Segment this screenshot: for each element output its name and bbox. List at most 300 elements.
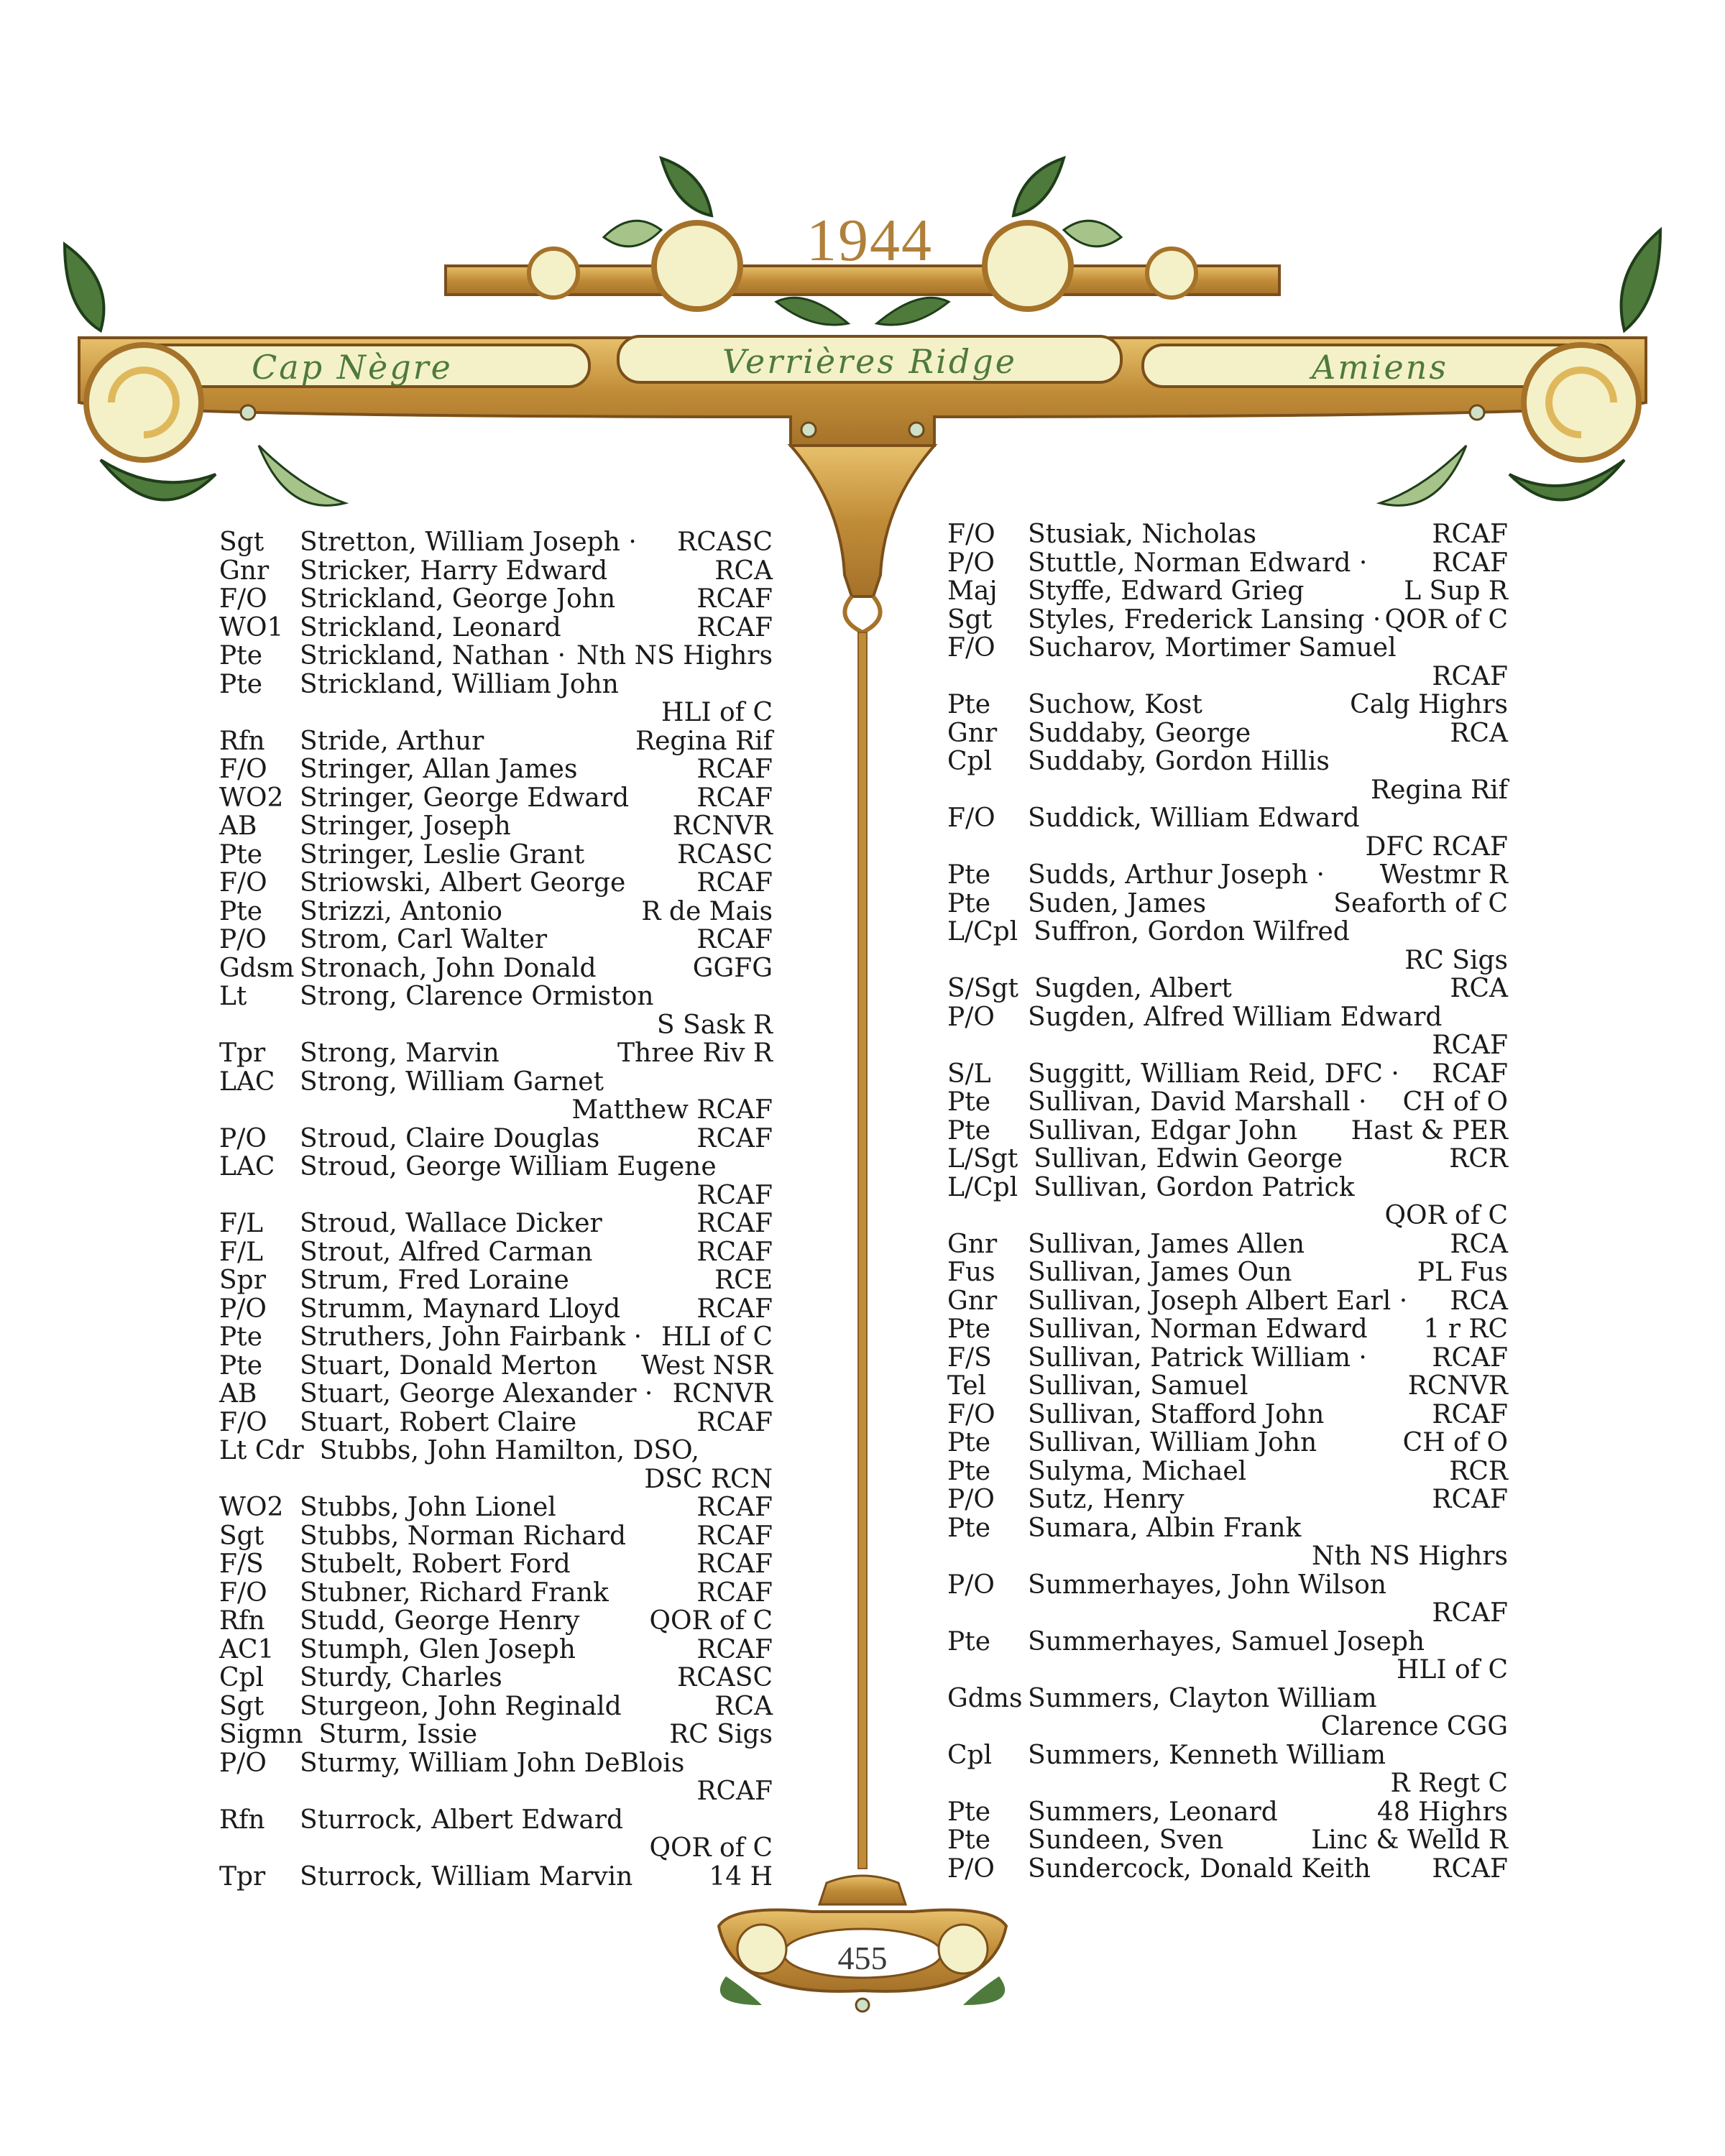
entry-name: Stroud, George William Eugene	[300, 1152, 717, 1181]
entry-name: Strom, Carl Walter	[300, 925, 548, 954]
entry-unit: RCAF	[1432, 661, 1508, 691]
entry-rank: F/O	[947, 803, 995, 833]
entry-unit: CH of O	[1402, 1087, 1508, 1117]
entry-name: Strum, Fred Loraine	[300, 1266, 569, 1295]
entry-unit: 14 H	[709, 1861, 773, 1892]
entry-name: Summers, Clayton William	[1028, 1683, 1377, 1713]
entry-rank: AB	[219, 811, 257, 841]
entry-rank: F/O	[947, 520, 995, 549]
entry-rank: Gdsm	[219, 953, 295, 983]
entry-unit: RCAF	[696, 783, 773, 813]
entry-name: Suffron, Gordon Wilfred	[1034, 917, 1350, 946]
year-heading: 1944	[806, 207, 933, 274]
entry-name: Sullivan, Norman Edward	[1028, 1314, 1368, 1344]
roll-entry	[219, 954, 773, 983]
entry-name: Stuart, Robert Claire	[300, 1407, 577, 1437]
entry-name: Suchow, Kost	[1028, 690, 1202, 719]
roll-entry	[219, 1493, 773, 1522]
entry-rank: Pte	[947, 860, 990, 890]
roll-entry	[219, 1323, 773, 1352]
entry-rank: Sgt	[219, 528, 264, 557]
entry-name: Stubelt, Robert Ford	[300, 1549, 571, 1579]
entry-name: Stubbs, John Hamilton, DSO,	[319, 1436, 699, 1465]
roll-entry	[219, 1238, 773, 1267]
entry-rank: Gnr	[947, 1229, 998, 1259]
roll-entry	[219, 1749, 773, 1806]
battle-honour-center: Verrières Ridge	[722, 342, 1018, 381]
entry-name: Strizzi, Antonio	[300, 896, 502, 926]
entry-rank: Sgt	[947, 604, 993, 635]
entry-rank: Gnr	[947, 1286, 998, 1316]
entry-name: Stricker, Harry Edward	[300, 556, 608, 586]
entry-unit: CH of O	[1402, 1428, 1508, 1457]
entry-unit: RCAF	[1432, 1485, 1508, 1514]
entry-unit: RCA	[1450, 718, 1508, 748]
entry-rank: Sigmn	[219, 1720, 303, 1749]
entry-name: Sullivan, James Oun	[1028, 1258, 1292, 1287]
entry-unit: RCAF	[1432, 520, 1508, 549]
entry-name: Stringer, Leslie Grant	[300, 839, 585, 870]
roll-entry	[947, 1798, 1508, 1827]
entry-rank: Spr	[219, 1266, 266, 1295]
entry-unit: RCR	[1449, 1456, 1508, 1486]
entry-name: Stringer, Allan James	[300, 755, 578, 784]
roll-entry	[947, 1344, 1508, 1373]
entry-rank: Cpl	[947, 747, 993, 776]
entry-rank: F/O	[219, 584, 267, 614]
entry-name: Stretton, William Joseph ·	[300, 528, 637, 557]
entry-name: Suddaby, Gordon Hillis	[1028, 747, 1330, 776]
entry-unit: Matthew RCAF	[571, 1095, 773, 1125]
entry-name: Stringer, Joseph	[300, 811, 511, 841]
entry-unit: RCAF	[696, 1123, 773, 1153]
entry-unit: RCAF	[696, 1209, 773, 1238]
entry-unit: Nth NS Highrs	[576, 641, 773, 671]
entry-name: Summerhayes, Samuel Joseph	[1028, 1626, 1425, 1657]
entry-unit: Hast & PER	[1351, 1115, 1508, 1146]
roll-column-left	[219, 528, 773, 1891]
entry-rank: Pte	[947, 1314, 990, 1344]
entry-name: Sturrock, Albert Edward	[300, 1805, 624, 1835]
entry-unit: RCASC	[677, 1663, 773, 1692]
entry-rank: F/O	[219, 1577, 267, 1608]
entry-unit: RCAF	[696, 925, 773, 954]
roll-entry	[947, 1401, 1508, 1429]
entry-rank: LAC	[219, 1067, 275, 1097]
entry-name: Stubbs, John Lionel	[300, 1493, 556, 1522]
roll-entry	[219, 1636, 773, 1664]
entry-unit: DSC RCN	[644, 1464, 773, 1494]
roll-entry	[219, 1692, 773, 1721]
roll-entry	[219, 1579, 773, 1608]
roll-entry	[219, 1352, 773, 1381]
battle-honour-left: Cap Nègre	[252, 348, 453, 387]
entry-rank: P/O	[947, 1002, 995, 1032]
entry-unit: QOR of C	[649, 1833, 773, 1863]
entry-unit: RCAF	[1432, 1853, 1508, 1884]
entry-rank: P/O	[947, 548, 995, 578]
roll-entry	[219, 982, 773, 1039]
entry-name: Stubner, Richard Frank	[300, 1577, 609, 1608]
roll-entry	[219, 755, 773, 784]
entry-rank: Pte	[947, 1513, 990, 1543]
entry-name: Sturdy, Charles	[300, 1663, 502, 1692]
roll-entry	[219, 1153, 773, 1210]
entry-unit: RC Sigs	[669, 1720, 773, 1749]
roll-entry	[947, 1117, 1508, 1146]
entry-rank: P/O	[947, 1570, 995, 1600]
entry-unit: RCAF	[696, 1521, 773, 1551]
entry-name: Sullivan, Edgar John	[1028, 1115, 1298, 1146]
entry-unit: Linc & Welld R	[1311, 1825, 1508, 1855]
entry-name: Styles, Frederick Lansing ·	[1028, 604, 1381, 635]
entry-rank: F/O	[947, 1399, 995, 1429]
entry-rank: Pte	[219, 1350, 262, 1381]
entry-unit: RCAF	[696, 868, 773, 898]
roll-entry	[947, 1514, 1508, 1571]
roll-entry	[947, 549, 1508, 578]
roll-entry	[219, 1039, 773, 1068]
roll-entry	[219, 557, 773, 586]
roll-entry	[947, 975, 1508, 1003]
entry-name: Stroud, Wallace Dicker	[300, 1209, 602, 1238]
entry-unit: RCAF	[696, 755, 773, 784]
entry-unit: RCAF	[696, 1493, 773, 1522]
roll-entry	[947, 918, 1508, 975]
entry-rank: P/O	[947, 1853, 995, 1884]
roll-entry	[219, 1863, 773, 1892]
entry-unit: RCA	[1450, 1286, 1508, 1316]
entry-name: Sullivan, Patrick William ·	[1028, 1342, 1367, 1373]
entry-rank: Sgt	[219, 1691, 264, 1721]
entry-unit: L Sup R	[1404, 576, 1508, 606]
entry-name: Sugden, Alfred William Edward	[1028, 1002, 1443, 1032]
roll-entry	[219, 1266, 773, 1295]
entry-name: Sulyma, Michael	[1028, 1456, 1247, 1486]
entry-rank: Tpr	[219, 1038, 266, 1068]
roll-entry	[219, 1664, 773, 1692]
roll-entry	[219, 869, 773, 898]
entry-name: Sullivan, James Allen	[1028, 1229, 1305, 1259]
entry-unit: HLI of C	[1397, 1655, 1508, 1685]
entry-unit: RCAF	[696, 1549, 773, 1579]
roll-column-right	[947, 520, 1508, 1883]
entry-unit: DFC RCAF	[1365, 831, 1508, 862]
entry-unit: RCAF	[696, 584, 773, 614]
entry-unit: Regina Rif	[635, 726, 773, 756]
entry-rank: P/O	[947, 1485, 995, 1514]
entry-unit: Seaforth of C	[1333, 888, 1508, 918]
entry-rank: S/L	[947, 1059, 991, 1089]
entry-unit: RCAF	[696, 1634, 773, 1664]
entry-unit: RCAF	[1432, 548, 1508, 578]
roll-entry	[947, 1826, 1508, 1855]
entry-name: Stride, Arthur	[300, 726, 484, 756]
roll-entry	[219, 1295, 773, 1324]
roll-entry	[947, 1315, 1508, 1344]
entry-unit: RCAF	[696, 1180, 773, 1210]
roll-entry	[219, 1720, 773, 1749]
entry-unit: RCAF	[1432, 1399, 1508, 1429]
entry-name: Styffe, Edward Grieg	[1028, 576, 1305, 606]
entry-unit: RCE	[714, 1266, 773, 1295]
roll-entry	[219, 926, 773, 954]
entry-unit: RCNVR	[1407, 1371, 1508, 1401]
roll-entry	[947, 861, 1508, 890]
entry-rank: F/O	[219, 868, 267, 898]
entry-unit: RCAF	[1432, 1342, 1508, 1373]
entry-name: Sumara, Albin Frank	[1028, 1513, 1302, 1543]
entry-name: Summers, Leonard	[1028, 1797, 1278, 1827]
roll-entry	[219, 671, 773, 727]
roll-entry	[219, 528, 773, 557]
entry-name: Sullivan, David Marshall ·	[1028, 1087, 1367, 1117]
entry-rank: F/O	[219, 1407, 267, 1437]
entry-unit: RCA	[1450, 1229, 1508, 1259]
entry-unit: RCASC	[677, 528, 773, 557]
entry-rank: Maj	[947, 576, 998, 606]
entry-name: Suden, James	[1028, 888, 1207, 918]
roll-entry	[947, 1145, 1508, 1174]
entry-unit: HLI of C	[661, 698, 773, 727]
entry-name: Sturm, Issie	[318, 1720, 478, 1749]
entry-name: Suggitt, William Reid, DFC ·	[1028, 1059, 1399, 1089]
entry-rank: Pte	[219, 896, 262, 926]
entry-name: Sundeen, Sven	[1028, 1825, 1224, 1855]
entry-rank: F/O	[219, 755, 267, 784]
roll-entry	[947, 1457, 1508, 1486]
entry-name: Stroud, Claire Douglas	[300, 1123, 600, 1153]
entry-unit: RCAF	[696, 612, 773, 642]
entry-name: Stuart, Donald Merton	[300, 1350, 598, 1381]
entry-unit: RCNVR	[672, 1379, 773, 1409]
entry-unit: 1 r RC	[1423, 1314, 1508, 1344]
entry-rank: Pte	[947, 1087, 990, 1117]
roll-entry	[219, 784, 773, 813]
entry-name: Strout, Alfred Carman	[300, 1237, 593, 1267]
entry-rank: P/O	[219, 1123, 267, 1153]
entry-name: Sucharov, Mortimer Samuel	[1028, 633, 1397, 663]
entry-rank: F/L	[219, 1209, 264, 1238]
entry-name: Sullivan, Stafford John	[1028, 1399, 1325, 1429]
roll-entry	[219, 898, 773, 926]
entry-name: Stuart, George Alexander ·	[300, 1379, 653, 1409]
entry-unit: RCAF	[696, 1577, 773, 1608]
roll-entry	[219, 1409, 773, 1437]
entry-unit: QOR of C	[1384, 1201, 1508, 1230]
entry-rank: S/Sgt	[947, 974, 1018, 1003]
entry-unit: RCAF	[696, 1294, 773, 1324]
roll-entry	[947, 1628, 1508, 1685]
entry-name: Sundercock, Donald Keith	[1028, 1853, 1371, 1884]
entry-rank: Fus	[947, 1258, 995, 1287]
entry-rank: L/Sgt	[947, 1144, 1018, 1174]
entry-rank: Gnr	[219, 556, 270, 586]
entry-name: Summerhayes, John Wilson	[1028, 1570, 1386, 1600]
roll-entry	[947, 1685, 1508, 1741]
entry-rank: WO2	[219, 1493, 284, 1522]
roll-entry	[219, 642, 773, 671]
entry-unit: RCR	[1449, 1144, 1508, 1174]
roll-entry	[219, 841, 773, 870]
entry-unit: R Regt C	[1390, 1769, 1508, 1798]
entry-name: Strickland, George John	[300, 584, 616, 614]
roll-entry	[219, 585, 773, 614]
page-number: 455	[837, 1940, 888, 1976]
entry-name: Sullivan, William John	[1028, 1428, 1317, 1457]
entry-rank: Pte	[947, 690, 990, 719]
entry-name: Stumph, Glen Joseph	[300, 1634, 576, 1664]
entry-unit: RCA	[714, 1691, 773, 1721]
entry-unit: RCAF	[1432, 1598, 1508, 1628]
entry-unit: RCAF	[1432, 1059, 1508, 1089]
column-divider	[858, 632, 867, 1869]
entry-name: Sudds, Arthur Joseph ·	[1028, 860, 1325, 890]
entry-rank: F/O	[947, 633, 995, 663]
entry-rank: Lt	[219, 982, 247, 1011]
entry-name: Struthers, John Fairbank ·	[300, 1322, 643, 1352]
roll-entry	[947, 1003, 1508, 1060]
entry-unit: PL Fus	[1417, 1258, 1508, 1287]
entry-name: Studd, George Henry	[300, 1606, 580, 1636]
entry-name: Sullivan, Edwin George	[1034, 1144, 1343, 1174]
entry-rank: Pte	[947, 1825, 990, 1855]
entry-name: Sutz, Henry	[1028, 1485, 1184, 1514]
roll-entry	[947, 1230, 1508, 1259]
entry-rank: Rfn	[219, 1805, 265, 1835]
entry-rank: AB	[219, 1379, 257, 1409]
roll-entry	[219, 1522, 773, 1551]
entry-unit: Clarence CGG	[1320, 1712, 1508, 1741]
entry-name: Sullivan, Gordon Patrick	[1034, 1172, 1355, 1202]
roll-entry	[219, 1380, 773, 1409]
roll-entry	[219, 1437, 773, 1493]
entry-name: Sturgeon, John Reginald	[300, 1691, 622, 1721]
roll-entry	[947, 1174, 1508, 1230]
entry-rank: F/S	[947, 1342, 992, 1373]
entry-unit: S Sask R	[656, 1010, 773, 1040]
entry-name: Strumm, Maynard Lloyd	[300, 1294, 621, 1324]
entry-rank: Rfn	[219, 1606, 265, 1636]
roll-entry	[219, 812, 773, 841]
entry-rank: L/Cpl	[947, 917, 1018, 946]
entry-rank: Pte	[947, 1626, 990, 1657]
entry-unit: QOR of C	[1384, 604, 1508, 635]
roll-entry	[947, 1741, 1508, 1798]
entry-name: Sullivan, Samuel	[1028, 1371, 1248, 1401]
roll-entry	[947, 1287, 1508, 1316]
roll-entry	[947, 606, 1508, 635]
roll-entry	[219, 1125, 773, 1153]
roll-entry	[219, 1607, 773, 1636]
roll-entry	[947, 520, 1508, 549]
entry-rank: Pte	[219, 641, 262, 671]
entry-name: Striowski, Albert George	[300, 868, 626, 898]
entry-rank: Pte	[947, 1456, 990, 1486]
entry-unit: RCASC	[677, 839, 773, 870]
entry-name: Sturmy, William John DeBlois	[300, 1748, 685, 1778]
entry-rank: L/Cpl	[947, 1172, 1018, 1202]
entry-rank: Tpr	[219, 1861, 266, 1892]
roll-entry	[219, 1806, 773, 1863]
roll-entry	[219, 614, 773, 642]
entry-rank: AC1	[219, 1634, 275, 1664]
entry-rank: Rfn	[219, 726, 265, 756]
entry-unit: GGFG	[692, 953, 773, 983]
entry-name: Sullivan, Joseph Albert Earl ·	[1028, 1286, 1408, 1316]
roll-entry	[947, 1088, 1508, 1117]
entry-unit: RCAF	[696, 1407, 773, 1437]
entry-name: Suddick, William Edward	[1028, 803, 1360, 833]
entry-rank: P/O	[219, 1294, 267, 1324]
entry-unit: West NSR	[640, 1350, 773, 1381]
entry-unit: RCNVR	[672, 811, 773, 841]
entry-name: Sturrock, William Marvin	[300, 1861, 633, 1892]
entry-unit: RCAF	[696, 1777, 773, 1806]
entry-rank: LAC	[219, 1152, 275, 1181]
entry-name: Strong, Clarence Ormiston	[300, 982, 654, 1011]
entry-unit: RC Sigs	[1404, 945, 1508, 975]
entry-unit: RCA	[1450, 974, 1508, 1003]
entry-unit: 48 Highrs	[1376, 1797, 1508, 1827]
entry-name: Strickland, William John	[300, 669, 619, 699]
entry-rank: Tel	[947, 1371, 987, 1401]
entry-unit: RCA	[714, 556, 773, 586]
battle-honour-right: Amiens	[1311, 348, 1448, 387]
entry-rank: Pte	[947, 1115, 990, 1146]
roll-entry	[947, 1485, 1508, 1514]
entry-rank: P/O	[219, 1748, 267, 1778]
roll-entry	[947, 747, 1508, 804]
roll-entry	[947, 577, 1508, 606]
roll-entry	[947, 634, 1508, 691]
roll-entry	[219, 1210, 773, 1238]
entry-unit: RCAF	[696, 1237, 773, 1267]
entry-unit: Nth NS Highrs	[1311, 1542, 1508, 1571]
roll-entry	[947, 804, 1508, 861]
entry-name: Strickland, Nathan ·	[300, 641, 566, 671]
entry-name: Strong, Marvin	[300, 1038, 500, 1068]
entry-rank: F/L	[219, 1237, 264, 1267]
entry-rank: Pte	[219, 839, 262, 870]
entry-unit: RCAF	[1432, 1031, 1508, 1060]
entry-name: Summers, Kenneth William	[1028, 1740, 1386, 1770]
roll-entry	[947, 691, 1508, 719]
roll-entry	[947, 1855, 1508, 1884]
entry-rank: Pte	[947, 1797, 990, 1827]
entry-name: Stubbs, Norman Richard	[300, 1521, 627, 1551]
entry-name: Stringer, George Edward	[300, 783, 630, 813]
entry-rank: Gdms	[947, 1683, 1023, 1713]
entry-rank: WO1	[219, 612, 284, 642]
entry-unit: QOR of C	[649, 1606, 773, 1636]
roll-entry	[947, 1429, 1508, 1457]
entry-unit: Westmr R	[1379, 860, 1508, 890]
entry-rank: Cpl	[947, 1740, 993, 1770]
entry-rank: Gnr	[947, 718, 998, 748]
roll-entry	[219, 1068, 773, 1125]
entry-rank: Pte	[219, 1322, 262, 1352]
roll-entry	[219, 727, 773, 756]
entry-rank: Pte	[947, 888, 990, 918]
entry-rank: Pte	[219, 669, 262, 699]
entry-rank: Lt Cdr	[219, 1436, 304, 1465]
entry-name: Strickland, Leonard	[300, 612, 561, 642]
entry-unit: R de Mais	[641, 896, 773, 926]
roll-entry	[947, 1372, 1508, 1401]
roll-entry	[947, 1571, 1508, 1628]
entry-rank: P/O	[219, 925, 267, 954]
